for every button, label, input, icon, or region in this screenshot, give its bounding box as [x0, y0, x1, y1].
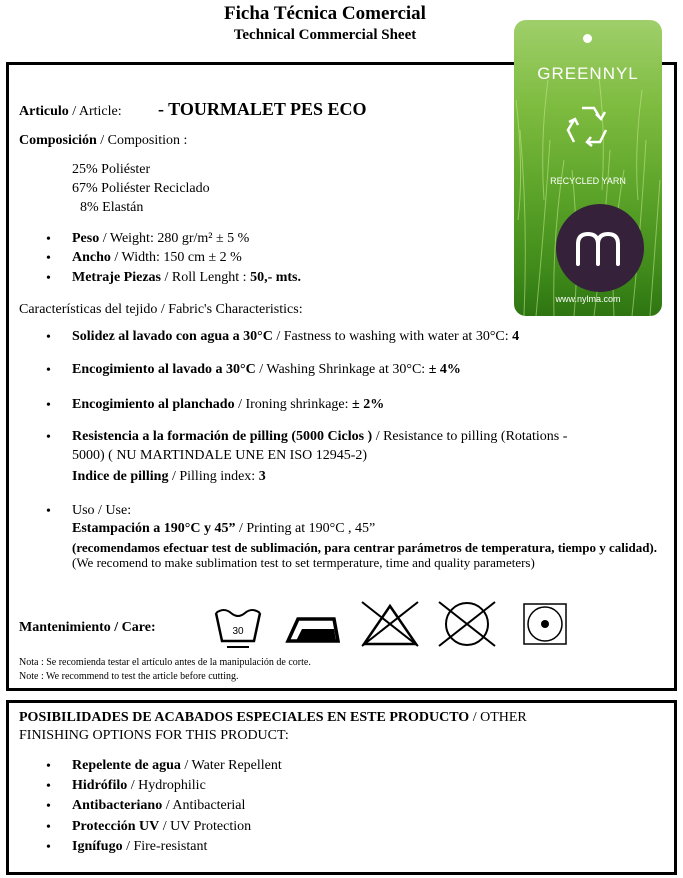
composition-item [72, 181, 210, 197]
char-label: Resistencia a la formación de pilling (5000 Ciclos ) [72, 429, 373, 444]
char-label-en: / Fastness to washing with water at 30°C: [276, 329, 509, 344]
note-es: (recomendamos efectuar test de sublimación, para centrar parámetros de temperatura, tiempo y calidad). [72, 540, 658, 555]
char-label-en: / Washing Shrinkage at 30°C: [259, 362, 426, 377]
finishing-item-es: Repelente de agua [72, 758, 181, 773]
finishing-item [72, 819, 251, 835]
spec-roll-text: / Roll Lenght : [164, 270, 251, 285]
bullet-icon: • [46, 251, 51, 266]
composition-label-en: / Composition : [100, 133, 188, 148]
finishing-item-en: / Fire-resistant [122, 839, 208, 854]
finishing-heading [19, 710, 527, 726]
finishing-item-en: / Antibacterial [162, 798, 246, 813]
bullet-icon: • [46, 840, 51, 855]
spec-weight [72, 231, 249, 247]
composition-item [80, 200, 143, 216]
composition-name: Poliéster Reciclado [101, 181, 210, 196]
no-bleach-icon [358, 600, 422, 648]
char-print [72, 521, 375, 537]
finishing-item-en: / Water Repellent [180, 758, 282, 773]
char-label: Indice de pilling [72, 469, 169, 484]
char-value: 3 [258, 469, 266, 484]
char-use-label: Uso / Use: [72, 503, 132, 518]
article-label-es: Articulo [19, 104, 69, 119]
char-label-en: / Pilling index: [171, 469, 256, 484]
note-es: Nota : Se recomienda testar el artículo antes de la manipulación de corte. [19, 657, 311, 668]
finishing-item-es: Ignífugo [72, 839, 123, 854]
char-label-en: / Ironing shrinkage: [238, 397, 349, 412]
finishing-item-es: Hidrófilo [72, 778, 128, 793]
composition-pct: 25% [72, 162, 98, 177]
composition-label-es: Composición [19, 133, 97, 148]
char-wash-shrink [72, 362, 461, 378]
composition-heading [19, 133, 187, 149]
nylma-logo [556, 204, 644, 292]
note-en: (We recomend to make sublimation test to set termperature, time and quality parameters) [72, 555, 535, 570]
char-label: Encogimiento al planchado [72, 397, 235, 412]
tag-hole [583, 34, 592, 43]
spec-weight-value: / Weight: 280 gr/m² ± 5 % [102, 231, 250, 246]
char-pilling [72, 429, 567, 445]
recycle-icon [560, 100, 616, 156]
finishing-item-es: Protección UV [72, 819, 160, 834]
spec-roll-value: 50,- mts. [250, 270, 301, 285]
bullet-icon: • [46, 363, 51, 378]
finishing-item-en: / Hydrophilic [127, 778, 206, 793]
tag-recycled-label: RECYCLED YARN [550, 176, 626, 186]
bullet-icon: • [46, 430, 51, 445]
iron-icon [282, 607, 342, 647]
tumble-dry-icon [522, 602, 568, 646]
finishing-item [72, 839, 207, 855]
tag-brand: GREENNYL [537, 64, 639, 83]
char-value: ± 4% [428, 362, 461, 377]
bullet-icon: • [46, 779, 51, 794]
composition-item [72, 162, 150, 178]
spec-width-label: Ancho [72, 250, 111, 265]
char-label: Estampación a 190°C y 45” [72, 521, 236, 536]
greennyl-tag [514, 20, 662, 316]
char-label-en: / Printing at 190°C , 45” [239, 521, 376, 536]
char-label: Solidez al lavado con agua a 30°C [72, 329, 273, 344]
char-value: ± 2% [352, 397, 385, 412]
spec-width-value: / Width: 150 cm ± 2 % [114, 250, 242, 265]
char-iron-shrink [72, 397, 384, 413]
no-dryclean-icon [436, 600, 498, 648]
char-label: Encogimiento al lavado a 30°C [72, 362, 256, 377]
document-subtitle: Technical Commercial Sheet [233, 27, 417, 43]
char-pilling-index [72, 469, 266, 485]
article-value: - TOURMALET PES ECO [158, 99, 367, 119]
composition-pct: 67% [72, 181, 98, 196]
finishing-item [72, 778, 206, 794]
char-label-en: / Resistance to pilling (Rotations - [375, 429, 568, 444]
finishing-item [72, 758, 282, 774]
bullet-icon: • [46, 759, 51, 774]
care-label: Mantenimiento / Care: [19, 620, 156, 635]
article-label-en: / Article: [72, 104, 122, 119]
composition-name: Poliéster [101, 162, 151, 177]
wash-temp-label: 30 [232, 626, 244, 637]
char-pilling-line2: 5000) ( NU MARTINDALE UNE EN ISO 12945-2) [72, 448, 368, 463]
tag-url: www.nylma.com [555, 294, 621, 304]
spec-width [72, 250, 242, 266]
bullet-icon: • [46, 330, 51, 345]
wash-30-icon [213, 605, 263, 649]
bullet-icon: • [46, 504, 51, 519]
char-print-note [72, 540, 662, 570]
composition-pct: 8% [80, 200, 99, 215]
finishing-heading-en: / OTHER [472, 710, 527, 725]
char-value: 4 [512, 329, 520, 344]
composition-name: Elastán [102, 200, 144, 215]
bullet-icon: • [46, 232, 51, 247]
finishing-item [72, 798, 245, 814]
article-row [19, 104, 122, 120]
finishing-heading-line2: FINISHING OPTIONS FOR THIS PRODUCT: [19, 728, 289, 743]
note-en: Note : We recommend to test the article before cutting. [19, 671, 239, 682]
finishing-heading-es: POSIBILIDADES DE ACABADOS ESPECIALES EN ESTE PRODUCTO [19, 710, 470, 725]
nylma-m-icon [556, 204, 644, 292]
bullet-icon: • [46, 398, 51, 413]
spec-roll-label: Metraje Piezas [72, 270, 161, 285]
bullet-icon: • [46, 820, 51, 835]
bullet-icon: • [46, 271, 51, 286]
spec-roll [72, 270, 301, 286]
spec-weight-label: Peso [72, 231, 100, 246]
char-wash-fastness [72, 329, 519, 345]
characteristics-heading: Características del tejido / Fabric's Characteristics: [19, 302, 303, 317]
finishing-item-es: Antibacteriano [72, 798, 163, 813]
document-title: Ficha Técnica Comercial [224, 3, 426, 24]
bullet-icon: • [46, 799, 51, 814]
finishing-item-en: / UV Protection [159, 819, 252, 834]
